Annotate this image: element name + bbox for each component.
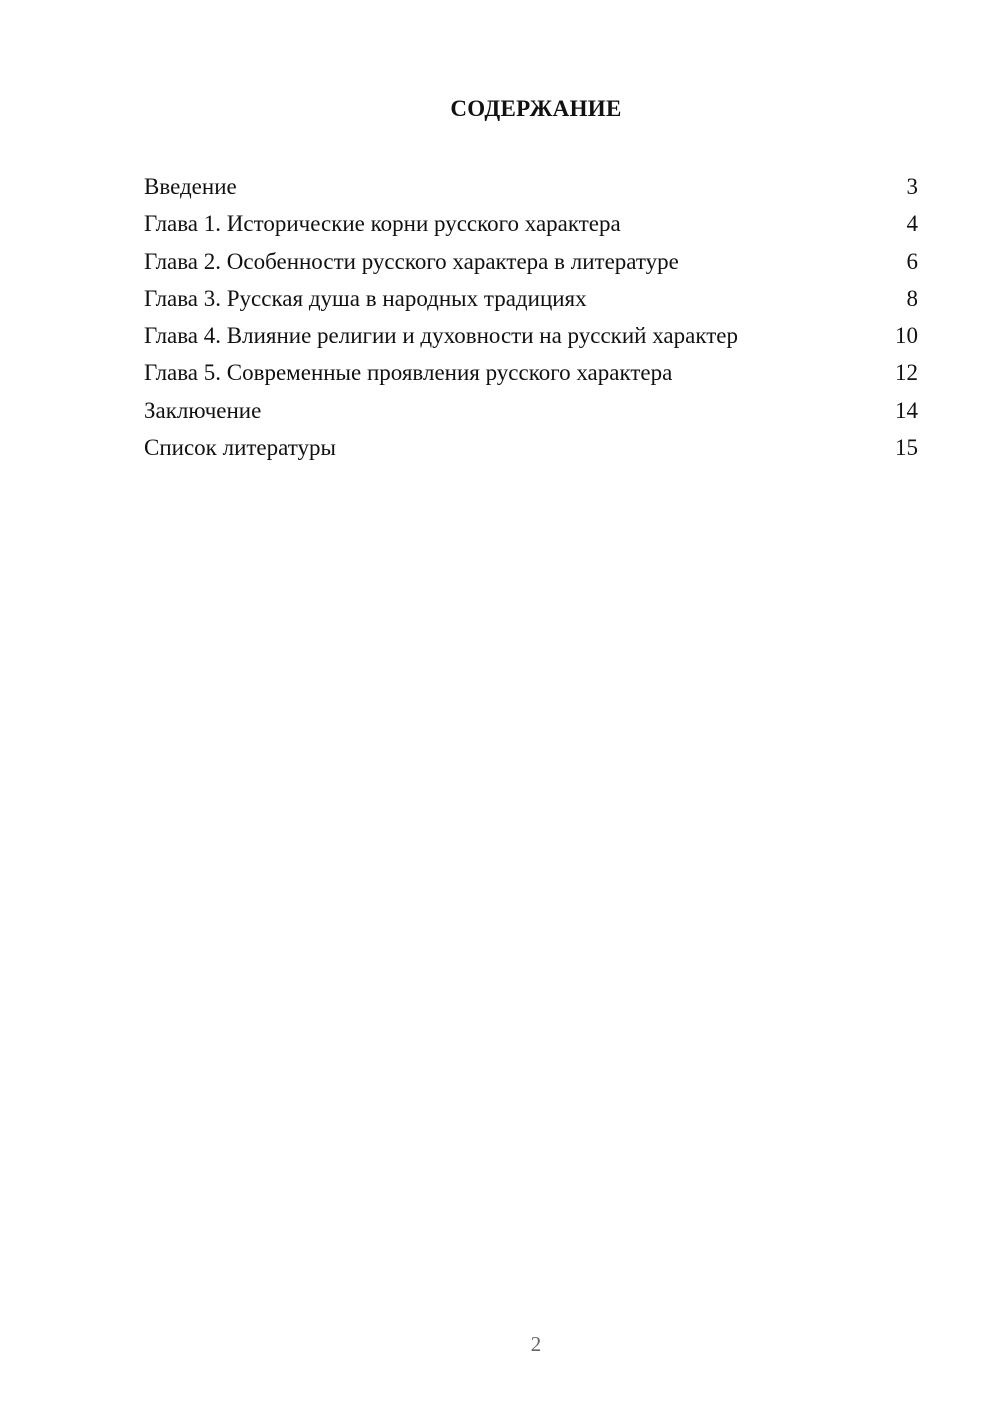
toc-entry <box>144 354 918 391</box>
toc-entry-page: 15 <box>895 435 918 461</box>
toc-entry <box>144 243 918 280</box>
toc-entry <box>144 205 918 242</box>
toc-entry <box>144 317 918 354</box>
toc-entry <box>144 280 918 317</box>
toc-entry-page: 3 <box>906 174 918 199</box>
toc-entry <box>144 429 918 466</box>
toc-entry-title: Глава 2. Особенности русского характера в литературе <box>144 248 679 274</box>
table-of-contents <box>144 168 918 466</box>
toc-entry-page: 12 <box>895 360 918 386</box>
toc-entry-title: Глава 4. Влияние религии и духовности на русский характер <box>144 323 738 349</box>
toc-entry <box>144 168 918 205</box>
toc-entry-title: Список литературы <box>144 435 336 461</box>
toc-entry-page: 8 <box>906 285 918 311</box>
toc-entry-page: 4 <box>906 211 918 237</box>
toc-entry <box>144 392 918 429</box>
toc-entry-page: 14 <box>895 397 918 423</box>
toc-entry-page: 6 <box>906 248 918 274</box>
toc-entry-title: Глава 5. Современные проявления русского характера <box>144 360 673 386</box>
toc-entry-page: 10 <box>895 323 918 349</box>
toc-entry-title: Заключение <box>144 397 262 423</box>
toc-heading: СОДЕРЖАНИЕ <box>450 96 622 121</box>
toc-entry-title: Глава 1. Исторические корни русского характера <box>144 211 621 237</box>
toc-entry-title: Введение <box>144 174 237 199</box>
toc-entry-title: Глава 3. Русская душа в народных традициях <box>144 285 587 311</box>
page-number: 2 <box>530 1332 542 1356</box>
